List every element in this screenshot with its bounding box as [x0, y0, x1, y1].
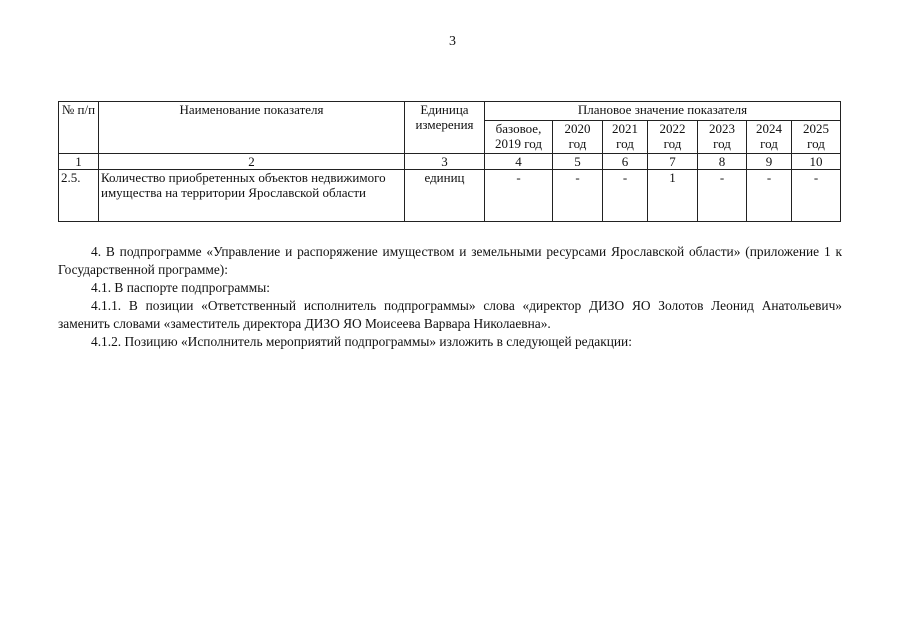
page-number: 3: [449, 34, 456, 49]
col-number: 8: [698, 154, 747, 170]
row-value: -: [698, 170, 747, 222]
indicators-table: [58, 101, 841, 222]
row-value: -: [747, 170, 792, 222]
paragraph: 4.1.1. В позиции «Ответственный исполнитель подпрограммы» слова «директор ДИЗО ЯО Золотов Леонид Анатольевич» заменить словами «заместитель директора ДИЗО ЯО Моисеева Варвара Николаевна».: [58, 298, 842, 331]
header-year: 2024 год: [747, 121, 792, 154]
col-number: 4: [485, 154, 553, 170]
header-unit: Единица измерения: [405, 102, 485, 154]
col-number: 10: [792, 154, 841, 170]
row-num: 2.5.: [59, 170, 99, 222]
col-number: 3: [405, 154, 485, 170]
col-number: 6: [603, 154, 648, 170]
header-name: Наименование показателя: [99, 102, 405, 154]
row-value: -: [603, 170, 648, 222]
header-year: 2022 год: [648, 121, 698, 154]
col-number: 1: [59, 154, 99, 170]
row-unit: единиц: [405, 170, 485, 222]
col-number: 2: [99, 154, 405, 170]
paragraph: 4.1.2. Позицию «Исполнитель мероприятий подпрограммы» изложить в следующей редакции:: [91, 334, 632, 349]
paragraph: 4. В подпрограмме «Управление и распоряжение имуществом и земельными ресурсами Ярославской области» (приложение 1 к Государственной программе):: [58, 244, 842, 277]
header-year: 2021 год: [603, 121, 648, 154]
row-value: -: [485, 170, 553, 222]
header-year: 2020 год: [553, 121, 603, 154]
col-number: 9: [747, 154, 792, 170]
table-row: [59, 170, 841, 222]
header-year: 2025 год: [792, 121, 841, 154]
row-value: -: [792, 170, 841, 222]
header-plan: Плановое значение показателя: [485, 102, 841, 121]
header-year: 2023 год: [698, 121, 747, 154]
header-base: базовое, 2019 год: [485, 121, 553, 154]
col-number: 7: [648, 154, 698, 170]
row-value: 1: [648, 170, 698, 222]
body-text: [58, 243, 842, 351]
col-number: 5: [553, 154, 603, 170]
paragraph: 4.1. В паспорте подпрограммы:: [91, 280, 270, 295]
header-num: № п/п: [59, 102, 99, 154]
row-value: -: [553, 170, 603, 222]
row-name: Количество приобретенных объектов недвижимого имущества на территории Ярославской области: [99, 170, 405, 222]
